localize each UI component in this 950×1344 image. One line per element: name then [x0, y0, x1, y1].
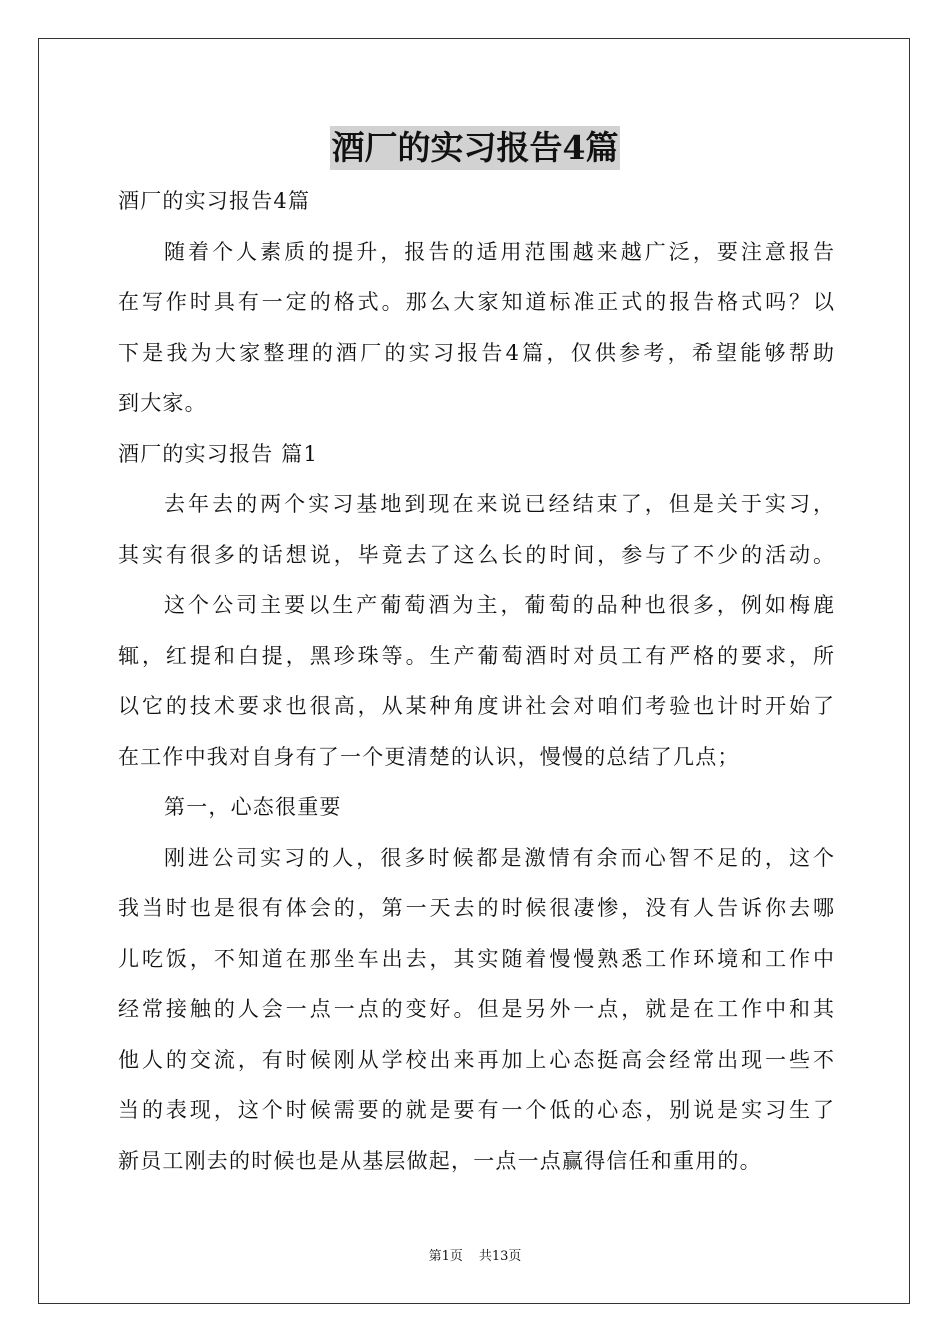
- text-line: 在工作中我对自身有了一个更清楚的认识，慢慢的总结了几点；: [118, 744, 740, 769]
- text-line: 在写作时具有一定的格式。那么大家知道标准正式的报告格式吗？以: [118, 290, 834, 314]
- text-line: 第一，心态很重要: [164, 795, 342, 819]
- text-line: 刚进公司实习的人，很多时候都是激情有余而心智不足的，这个: [164, 845, 834, 870]
- text-line: 经常接触的人会一点一点的变好。但是另外一点，就是在工作中和其: [118, 997, 834, 1021]
- text-line: 去年去的两个实习基地到现在来说已经结束了，但是关于实习，: [164, 492, 834, 516]
- text-line: 他人的交流，有时候刚从学校出来再加上心态挺高会经常出现一些不: [118, 1047, 834, 1072]
- title-wrap: [0, 126, 950, 170]
- text-line: 辄，红提和白提，黑珍珠等。生产葡萄酒时对员工有严格的要求，所: [118, 643, 834, 668]
- text-line: 当的表现，这个时候需要的就是要有一个低的心态，别说是实习生了: [118, 1098, 834, 1122]
- page-total: 共13页: [478, 1249, 522, 1264]
- text-line: 以它的技术要求也很高，从某种角度讲社会对咱们考验也计时开始了: [118, 694, 834, 718]
- document-title: 酒厂的实习报告4篇: [330, 126, 621, 170]
- text-line: 酒厂的实习报告4篇: [118, 189, 311, 213]
- page-number: 第1页: [428, 1249, 463, 1264]
- text-line: 下是我为大家整理的酒厂的实习报告4篇，仅供参考，希望能够帮助: [118, 340, 834, 365]
- document-body: [118, 176, 834, 1186]
- text-line: 这个公司主要以生产葡萄酒为主，葡萄的品种也很多，例如梅鹿: [164, 593, 834, 617]
- text-line: 新员工刚去的时候也是从基层做起，一点一点赢得信任和重用的。: [118, 1148, 762, 1173]
- text-line: 儿吃饭，不知道在那坐车出去，其实随着慢慢熟悉工作环境和工作中: [118, 946, 834, 971]
- text-line: 我当时也是很有体会的，第一天去的时候很凄惨，没有人告诉你去哪: [118, 896, 834, 920]
- text-line: 随着个人素质的提升，报告的适用范围越来越广泛，要注意报告: [164, 239, 834, 264]
- text-line: 到大家。: [118, 391, 207, 415]
- page-footer: [0, 1248, 950, 1266]
- text-line: 酒厂的实习报告 篇1: [118, 441, 319, 466]
- text-line: 其实有很多的话想说，毕竟去了这么长的时间，参与了不少的活动。: [118, 542, 834, 567]
